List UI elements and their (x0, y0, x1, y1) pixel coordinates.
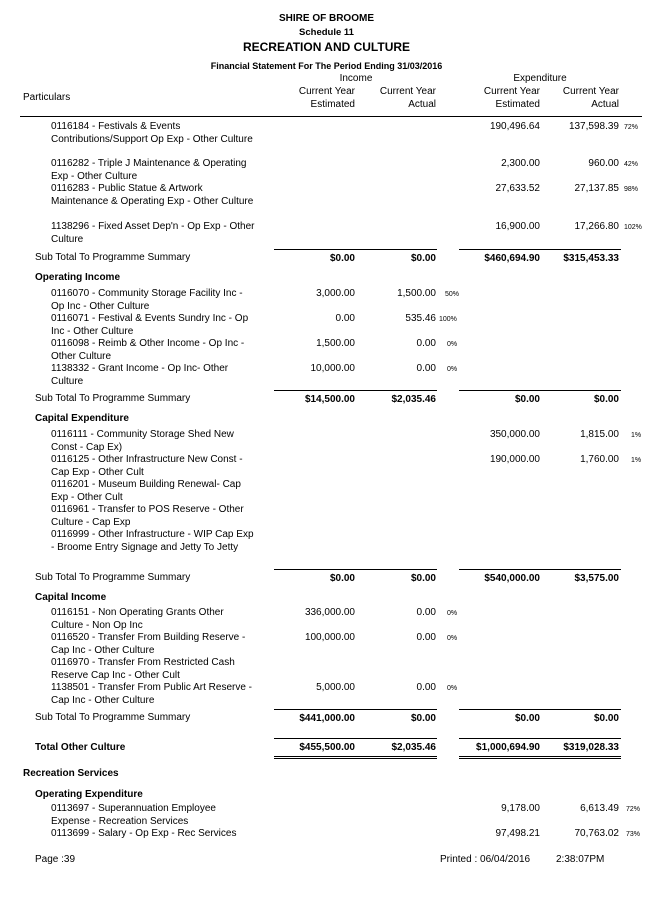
exp-act-value: 17,266.80 (574, 221, 619, 232)
list-item: 1138332 - Grant Income - Op Inc- Other Culture (51, 363, 229, 387)
inc-est-value: 0.00 (335, 313, 355, 324)
exp-est-value: 190,000.00 (489, 454, 540, 465)
subtotal-label: Sub Total To Programme Summary (35, 393, 191, 404)
inc-percent: 50% (445, 291, 460, 298)
page-number: Page :39 (35, 854, 76, 865)
inc-act-value: 0.00 (416, 632, 436, 643)
subtotal-exp-act: $3,575.00 (574, 573, 619, 584)
shire-name: SHIRE OF BROOME (278, 13, 374, 24)
page-title: RECREATION AND CULTURE (242, 40, 411, 54)
subtotal-exp-est: $0.00 (514, 713, 540, 724)
exp-total-rule (459, 738, 621, 739)
inc-est-value: 336,000.00 (304, 607, 355, 618)
subtotal-inc-est: $441,000.00 (299, 713, 355, 724)
list-item: 0116999 - Other Infrastructure - WIP Cap Exp - Broome Entry Signage and Jetty To Jetty (51, 529, 254, 553)
income-total-rule (274, 390, 437, 391)
list-item: 0116111 - Community Storage Shed New Const - Cap Ex) (51, 429, 234, 453)
list-item: 0116282 - Triple J Maintenance & Operating Exp - Other Culture (51, 158, 247, 182)
exp-total-rule (459, 569, 621, 570)
list-item: 0116201 - Museum Building Renewal- Cap Exp - Other Cult (51, 479, 241, 503)
income-total-double-underline (274, 758, 437, 759)
subtotal-exp-act: $0.00 (593, 713, 619, 724)
exp-act-header-line2: Actual (591, 99, 619, 110)
exp-est-value: 2,300.00 (501, 158, 540, 169)
section-heading: Operating Expenditure (35, 789, 143, 800)
subtotal-exp-est: $460,694.90 (484, 253, 540, 264)
particulars-header: Particulars (23, 92, 71, 103)
total-inc-est: $455,500.00 (299, 742, 355, 753)
exp-est-value: 350,000.00 (489, 429, 540, 440)
exp-est-header-line1: Current Year (483, 86, 540, 97)
list-item: 0116125 - Other Infrastructure New Const - Cap Exp - Other Cult (51, 454, 243, 478)
exp-est-value: 27,633.52 (495, 183, 540, 194)
subtotal-label: Sub Total To Programme Summary (35, 252, 191, 263)
income-total-rule (274, 738, 437, 739)
exp-percent: 73% (626, 831, 641, 838)
inc-act-value: 0.00 (416, 682, 436, 693)
exp-act-value: 960.00 (588, 158, 619, 169)
inc-act-value: 0.00 (416, 607, 436, 618)
expenditure-header: Expenditure (513, 73, 567, 84)
header-divider (20, 116, 642, 117)
subtotal-exp-act: $0.00 (593, 394, 619, 405)
income-header: Income (339, 73, 373, 84)
inc-act-value: 0.00 (416, 363, 436, 374)
printed-date: Printed : 06/04/2016 (440, 854, 531, 865)
list-item: 0116151 - Non Operating Grants Other Culture - Non Op Inc (51, 607, 224, 631)
printed-time: 2:38:07PM (556, 854, 605, 865)
exp-percent: 1% (631, 432, 642, 439)
list-item: 0116098 - Reimb & Other Income - Op Inc - Other Culture (51, 338, 245, 362)
list-item: 0116520 - Transfer From Building Reserve - Cap Inc - Other Culture (51, 632, 246, 656)
inc-percent: 100% (439, 316, 457, 323)
exp-percent: 72% (624, 124, 639, 131)
exp-est-value: 16,900.00 (495, 221, 540, 232)
exp-act-value: 137,598.39 (568, 121, 619, 132)
exp-est-header-line2: Estimated (495, 99, 540, 110)
list-item: 1138296 - Fixed Asset Dep'n - Op Exp - Other Culture (51, 221, 255, 245)
subtotal-inc-act: $0.00 (410, 573, 436, 584)
total-label: Total Other Culture (35, 742, 126, 753)
schedule-number: Schedule 11 (299, 27, 354, 38)
inc-est-value: 3,000.00 (316, 288, 355, 299)
inc-act-header-line1: Current Year (379, 86, 436, 97)
total-exp-act: $319,028.33 (563, 742, 619, 753)
inc-est-value: 10,000.00 (310, 363, 355, 374)
subtotal-inc-act: $2,035.46 (391, 394, 436, 405)
inc-est-value: 1,500.00 (316, 338, 355, 349)
exp-percent: 72% (626, 806, 641, 813)
exp-percent: 102% (624, 224, 642, 231)
income-total-rule (274, 249, 437, 250)
section-heading: Operating Income (35, 272, 121, 283)
inc-percent: 0% (447, 685, 458, 692)
subtotal-inc-est: $0.00 (329, 253, 355, 264)
exp-est-value: 9,178.00 (501, 803, 540, 814)
inc-est-header-line1: Current Year (298, 86, 355, 97)
list-item: 0116071 - Festival & Events Sundry Inc - Op Inc - Other Culture (51, 313, 249, 337)
exp-act-value: 6,613.49 (580, 803, 619, 814)
subtotal-exp-act: $315,453.33 (563, 253, 619, 264)
exp-act-value: 70,763.02 (574, 828, 619, 839)
inc-act-value: 0.00 (416, 338, 436, 349)
exp-total-rule (459, 249, 621, 250)
inc-percent: 0% (447, 635, 458, 642)
section-heading: Capital Income (35, 592, 107, 603)
inc-est-value: 5,000.00 (316, 682, 355, 693)
subtotal-inc-act: $0.00 (410, 713, 436, 724)
inc-est-value: 100,000.00 (304, 632, 355, 643)
inc-percent: 0% (447, 341, 458, 348)
list-item: 1138501 - Transfer From Public Art Reserve - Cap Inc - Other Culture (51, 682, 253, 706)
program-title: Recreation Services (23, 768, 119, 779)
exp-act-value: 27,137.85 (574, 183, 619, 194)
exp-est-value: 190,496.64 (489, 121, 540, 132)
exp-percent: 1% (631, 457, 642, 464)
inc-est-header-line2: Estimated (310, 99, 355, 110)
inc-act-header-line2: Actual (408, 99, 436, 110)
exp-total-double-underline (459, 758, 621, 759)
exp-total-underline (459, 756, 621, 757)
total-exp-est: $1,000,694.90 (476, 742, 540, 753)
exp-act-value: 1,760.00 (580, 454, 619, 465)
list-item: 0116961 - Transfer to POS Reserve - Other Culture - Cap Exp (51, 504, 244, 528)
list-item: 0116184 - Festivals & Events Contributions/Support Op Exp - Other Culture (51, 121, 253, 145)
subtotal-exp-est: $540,000.00 (484, 573, 540, 584)
exp-total-rule (459, 390, 621, 391)
income-total-rule (274, 569, 437, 570)
inc-act-value: 535.46 (405, 313, 436, 324)
inc-percent: 0% (447, 366, 458, 373)
subtotal-label: Sub Total To Programme Summary (35, 712, 191, 723)
exp-percent: 98% (624, 186, 639, 193)
exp-est-value: 97,498.21 (495, 828, 540, 839)
inc-act-value: 1,500.00 (397, 288, 436, 299)
inc-percent: 0% (447, 610, 458, 617)
list-item: 0113697 - Superannuation Employee Expense - Recreation Services (51, 803, 216, 827)
income-total-rule (274, 709, 437, 710)
list-item: 0116970 - Transfer From Restricted Cash Reserve Cap Inc - Other Cult (51, 657, 235, 681)
list-item: 0116070 - Community Storage Facility Inc - Op Inc - Other Culture (51, 288, 243, 312)
subtotal-inc-est: $14,500.00 (304, 394, 355, 405)
list-item: 0116283 - Public Statue & Artwork Maintenance & Operating Exp - Other Culture (51, 183, 254, 207)
subtotal-inc-act: $0.00 (410, 253, 436, 264)
section-heading: Capital Expenditure (35, 413, 129, 424)
page-subtitle: Financial Statement For The Period Ending 31/03/2016 (210, 61, 443, 71)
exp-total-rule (459, 709, 621, 710)
subtotal-inc-est: $0.00 (329, 573, 355, 584)
exp-act-header-line1: Current Year (562, 86, 619, 97)
list-item: 0113699 - Salary - Op Exp - Rec Services (51, 828, 237, 839)
exp-percent: 42% (624, 161, 639, 168)
income-total-underline (274, 756, 437, 757)
subtotal-exp-est: $0.00 (514, 394, 540, 405)
total-inc-act: $2,035.46 (391, 742, 436, 753)
subtotal-label: Sub Total To Programme Summary (35, 572, 191, 583)
exp-act-value: 1,815.00 (580, 429, 619, 440)
